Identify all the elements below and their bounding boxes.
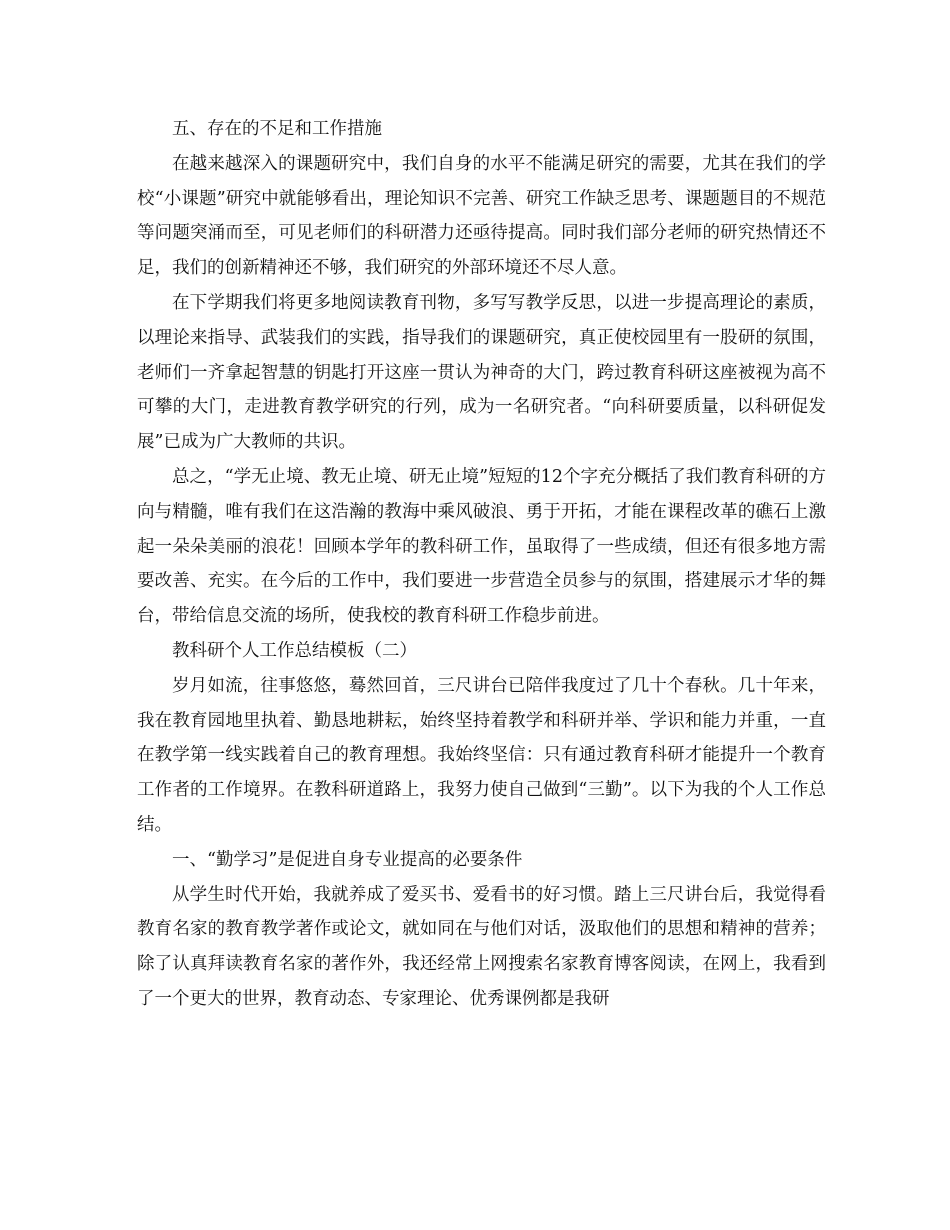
paragraph-next-semester-plan: 在下学期我们将更多地阅读教育刊物，多写写教学反思，以进一步提高理论的素质，以理论来指导、武装我们的实践，指导我们的课题研究，真正使校园里有一股研的氛围，老师们一齐拿起智慧的钥匙打开这座一贯认为神奇的大门，跨过教育科研这座被视为高不可攀的大门，走进教育教学研究的行列，成为一名研究者。“向科研要质量，以科研促发展”已成为广大教师的共识。 (137, 292, 826, 453)
paragraph-conclusion: 总之，“学无止境、教无止境、研无止境”短短的12个字充分概括了我们教育科研的方向与精髓，唯有我们在这浩瀚的教海中乘风破浪、勇于开拓，才能在课程改革的礁石上激起一朵朵美丽的浪花！回顾本学年的教科研工作，虽取得了一些成绩，但还有很多地方需要改善、充实。在今后的工作中，我们要进一步营造全员参与的氛围，搭建展示才华的舞台，带给信息交流的场所，使我校的教育科研工作稳步前进。 (137, 466, 826, 627)
paragraph-career-intro: 岁月如流，往事悠悠，蓦然回首，三尺讲台已陪伴我度过了几十个春秋。几十年来，我在教育园地里执着、勤恳地耕耘，始终坚持着教学和科研并举、学识和能力并重，一直在教学第一线实践着自己的教育理想。我始终坚信：只有通过教育科研才能提升一个教育工作者的工作境界。在教科研道路上，我努力使自己做到“三勤”。以下为我的个人工作总结。 (137, 675, 826, 835)
paragraph-research-problems: 在越来越深入的课题研究中，我们自身的水平不能满足研究的需要，尤其在我们的学校“小课题”研究中就能够看出，理论知识不完善、研究工作缺乏思考、课题题目的不规范等问题突涌而至，可见老师们的科研潜力还亟待提高。同时我们部分老师的研究热情还不足，我们的创新精神还不够，我们研究的外部环境还不尽人意。 (137, 153, 826, 279)
section-heading-shortcomings: 五、存在的不足和工作措施 (172, 119, 382, 139)
paragraph-reading-habits: 从学生时代开始，我就养成了爱买书、爱看书的好习惯。踏上三尺讲台后，我觉得看教育名家的教育教学著作或论文，就如同在与他们对话，汲取他们的思想和精神的营养；除了认真拜读教育名家的著作外，我还经常上网搜索名家教育博客阅读，在网上，我看到了一个更大的世界，教育动态、专家理论、优秀课例都是我研 (137, 884, 826, 1009)
section-heading-diligent-study: 一、“勤学习”是促进自身专业提高的必要条件 (172, 849, 523, 870)
template-two-title: 教科研个人工作总结模板（二） (172, 640, 417, 661)
